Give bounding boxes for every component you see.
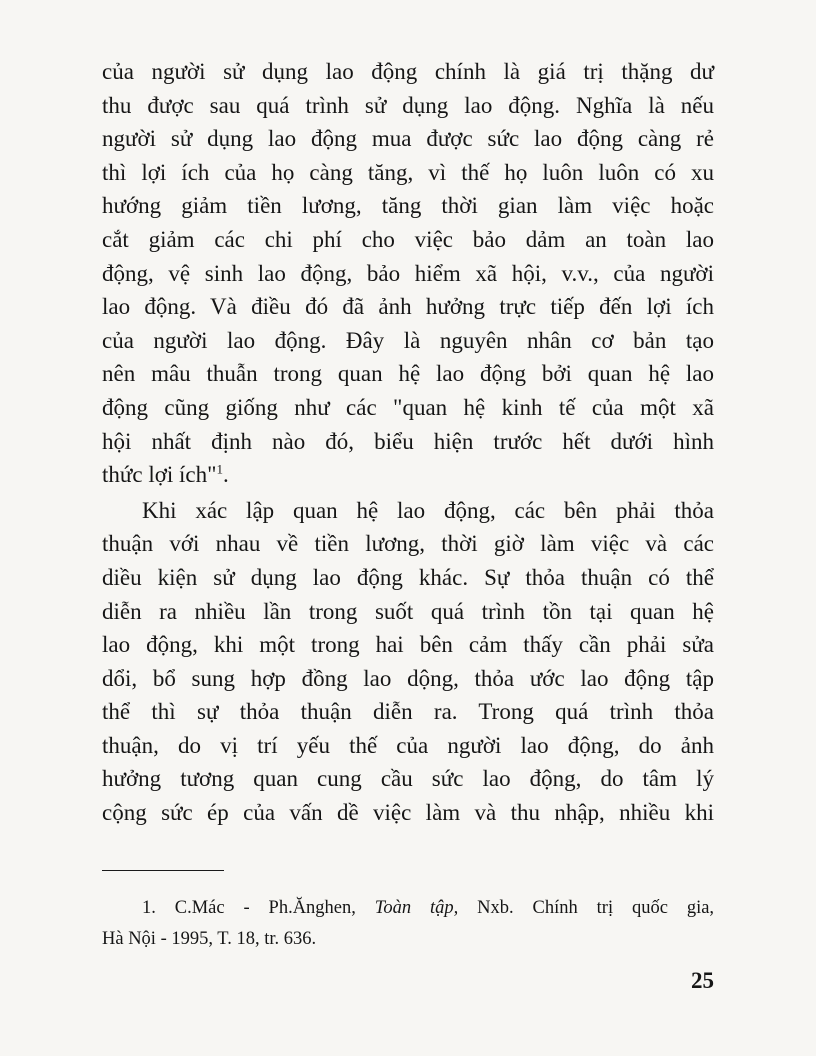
page-content [102,55,714,830]
page-number: 25 [691,968,714,993]
footnote-divider [102,870,224,871]
text-line: lao động, khi một trong hai bên cảm thấy cần phải sửa [102,632,714,658]
text-line: Khi xác lập quan hệ lao động, các bên phải thỏa [142,497,714,523]
text-line: hướng giảm tiền lương, tăng thời gian làm việc hoặc [102,193,714,219]
text-line: diều kiện sử dụng lao động khác. Sự thỏa thuận có thể [102,564,714,590]
text-fragment: . [223,462,229,488]
text-line: cắt giảm các chi phí cho việc bảo dảm an toàn lao [102,226,714,252]
footnote [102,893,714,955]
text-line: diễn ra nhiều lần trong suốt quá trình tồn tại quan hệ [102,598,714,624]
text-line: của người sử dụng lao động chính là giá trị thặng dư [102,59,714,84]
text-line: cộng sức ép của vấn dề việc làm và thu nhập, nhiều khi [102,800,714,826]
text-line: của người lao động. Đây là nguyên nhân cơ bản tạo [102,327,714,353]
footnote-author: C.Mác - Ph.Ănghen, [174,898,356,918]
footnote-publisher: Nxb. Chính trị quốc gia, [477,898,715,918]
text-line: thì lợi ích của họ càng tăng, vì thế họ luôn luôn có xu [102,159,714,185]
footnote-reference[interactable]: 1 [216,461,223,477]
text-line: thuận, do vị trí yếu thế của người lao động, do ảnh [102,732,714,758]
text-line: thuận với nhau về tiền lương, thời giờ làm việc và các [102,531,714,557]
footnote-number: 1. [142,898,156,918]
paragraph-1 [102,55,714,492]
footnote-title: Toàn tập, [374,898,459,918]
text-line: thu được sau quá trình sử dụng lao động. Nghĩa là nếu [102,92,714,118]
text-line-last [102,458,714,492]
footnote-line-2: Hà Nội - 1995, T. 18, tr. 636. [102,929,317,949]
text-line: lao động. Và điều đó đã ảnh hưởng trực tiếp đến lợi ích [102,294,714,320]
text-line: hội nhất định nào đó, biểu hiện trước hết dưới hình [102,428,714,454]
text-line: dổi, bổ sung hợp đồng lao dộng, thỏa ước lao động tập [102,665,714,691]
text-line: người sử dụng lao động mua được sức lao động càng rẻ [102,126,714,152]
body-text [102,55,714,830]
paragraph-2 [102,494,714,830]
footnote-line-1 [102,893,714,924]
text-line: thể thì sự thỏa thuận diễn ra. Trong quá trình thỏa [102,699,714,725]
text-line: động, vệ sinh lao động, bảo hiểm xã hội, v.v., của người [102,260,714,286]
text-line: động cũng giống như các "quan hệ kinh tế của một xã [102,394,714,420]
text-fragment: thức lợi ích" [102,462,217,488]
text-line: hưởng tương quan cung cầu sức lao động, do tâm lý [102,766,714,792]
text-line: nên mâu thuẫn trong quan hệ lao động bởi quan hệ lao [102,361,714,387]
